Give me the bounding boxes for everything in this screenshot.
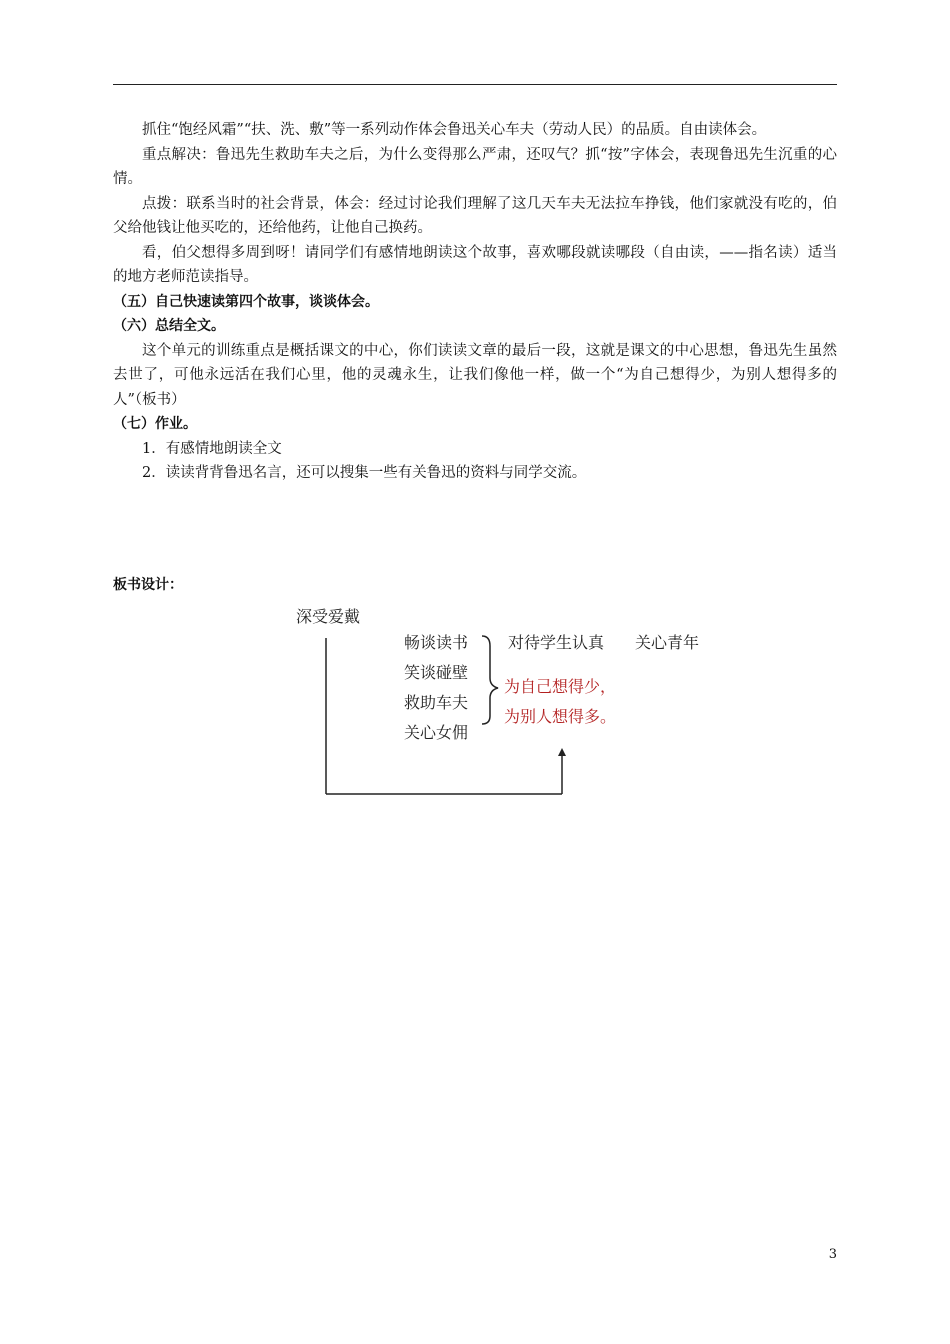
summary-paragraph: 这个单元的训练重点是概括课文的中心，你们读读文章的最后一段，这就是课文的中心思想，鲁迅先生虽然去世了，可他永远活在我们心里，他的灵魂永生，让我们像他一样，做一个“为自己想得少，为别人想得多的人”（板书） xyxy=(113,342,837,408)
conclusion-line-1: 为自己想得少， xyxy=(504,677,617,696)
paragraph-3: 点拨：联系当时的社会背景，体会：经过讨论我们理解了这几天车夫无法拉车挣钱，他们家就没有吃的，伯父给他钱让他买吃的，还给他药，让他自己换药。 xyxy=(113,195,837,236)
story-3: 救助车夫 xyxy=(404,693,469,712)
conclusion-line-2: 为别人想得多。 xyxy=(504,707,617,726)
paragraph-1: 抓住“饱经风霜”“扶、洗、敷”等一系列动作体会鲁迅关心车夫（劳动人民）的品质。自由读体会。 xyxy=(142,122,767,138)
paragraph-4: 看，伯父想得多周到呀！请同学们有感情地朗读这个故事，喜欢哪段就读哪段（自由读，——指名读）适当的地方老师范读指导。 xyxy=(113,244,837,285)
page-number: 3 xyxy=(828,1247,837,1262)
section-5-heading: （五）自己快速读第四个故事，谈谈体会。 xyxy=(113,293,379,310)
story-4: 关心女佣 xyxy=(404,723,469,742)
homework-item-1: 1．有感情地朗读全文 xyxy=(142,440,282,457)
board-diagram xyxy=(260,598,760,808)
curly-brace xyxy=(482,636,498,724)
document-body xyxy=(113,118,837,486)
story-1-note-2: 关心青年 xyxy=(635,633,700,652)
story-2: 笑谈碰壁 xyxy=(404,663,469,682)
story-1-note-1: 对待学生认真 xyxy=(508,633,605,652)
board-design-label: 板书设计： xyxy=(113,577,183,593)
header-rule xyxy=(113,84,837,85)
up-arrow-head xyxy=(558,748,566,756)
section-6-heading: （六）总结全文。 xyxy=(113,318,225,334)
board-main-title: 深受爱戴 xyxy=(296,607,361,626)
story-1: 畅谈读书 xyxy=(404,633,469,652)
section-7-heading: （七）作业。 xyxy=(113,416,197,432)
homework-item-2: 2．读读背背鲁迅名言，还可以搜集一些有关鲁迅的资料与同学交流。 xyxy=(142,465,587,481)
paragraph-2: 重点解决：鲁迅先生救助车夫之后，为什么变得那么严肃，还叹气？抓“按”字体会，表现鲁迅先生沉重的心情。 xyxy=(113,146,837,187)
